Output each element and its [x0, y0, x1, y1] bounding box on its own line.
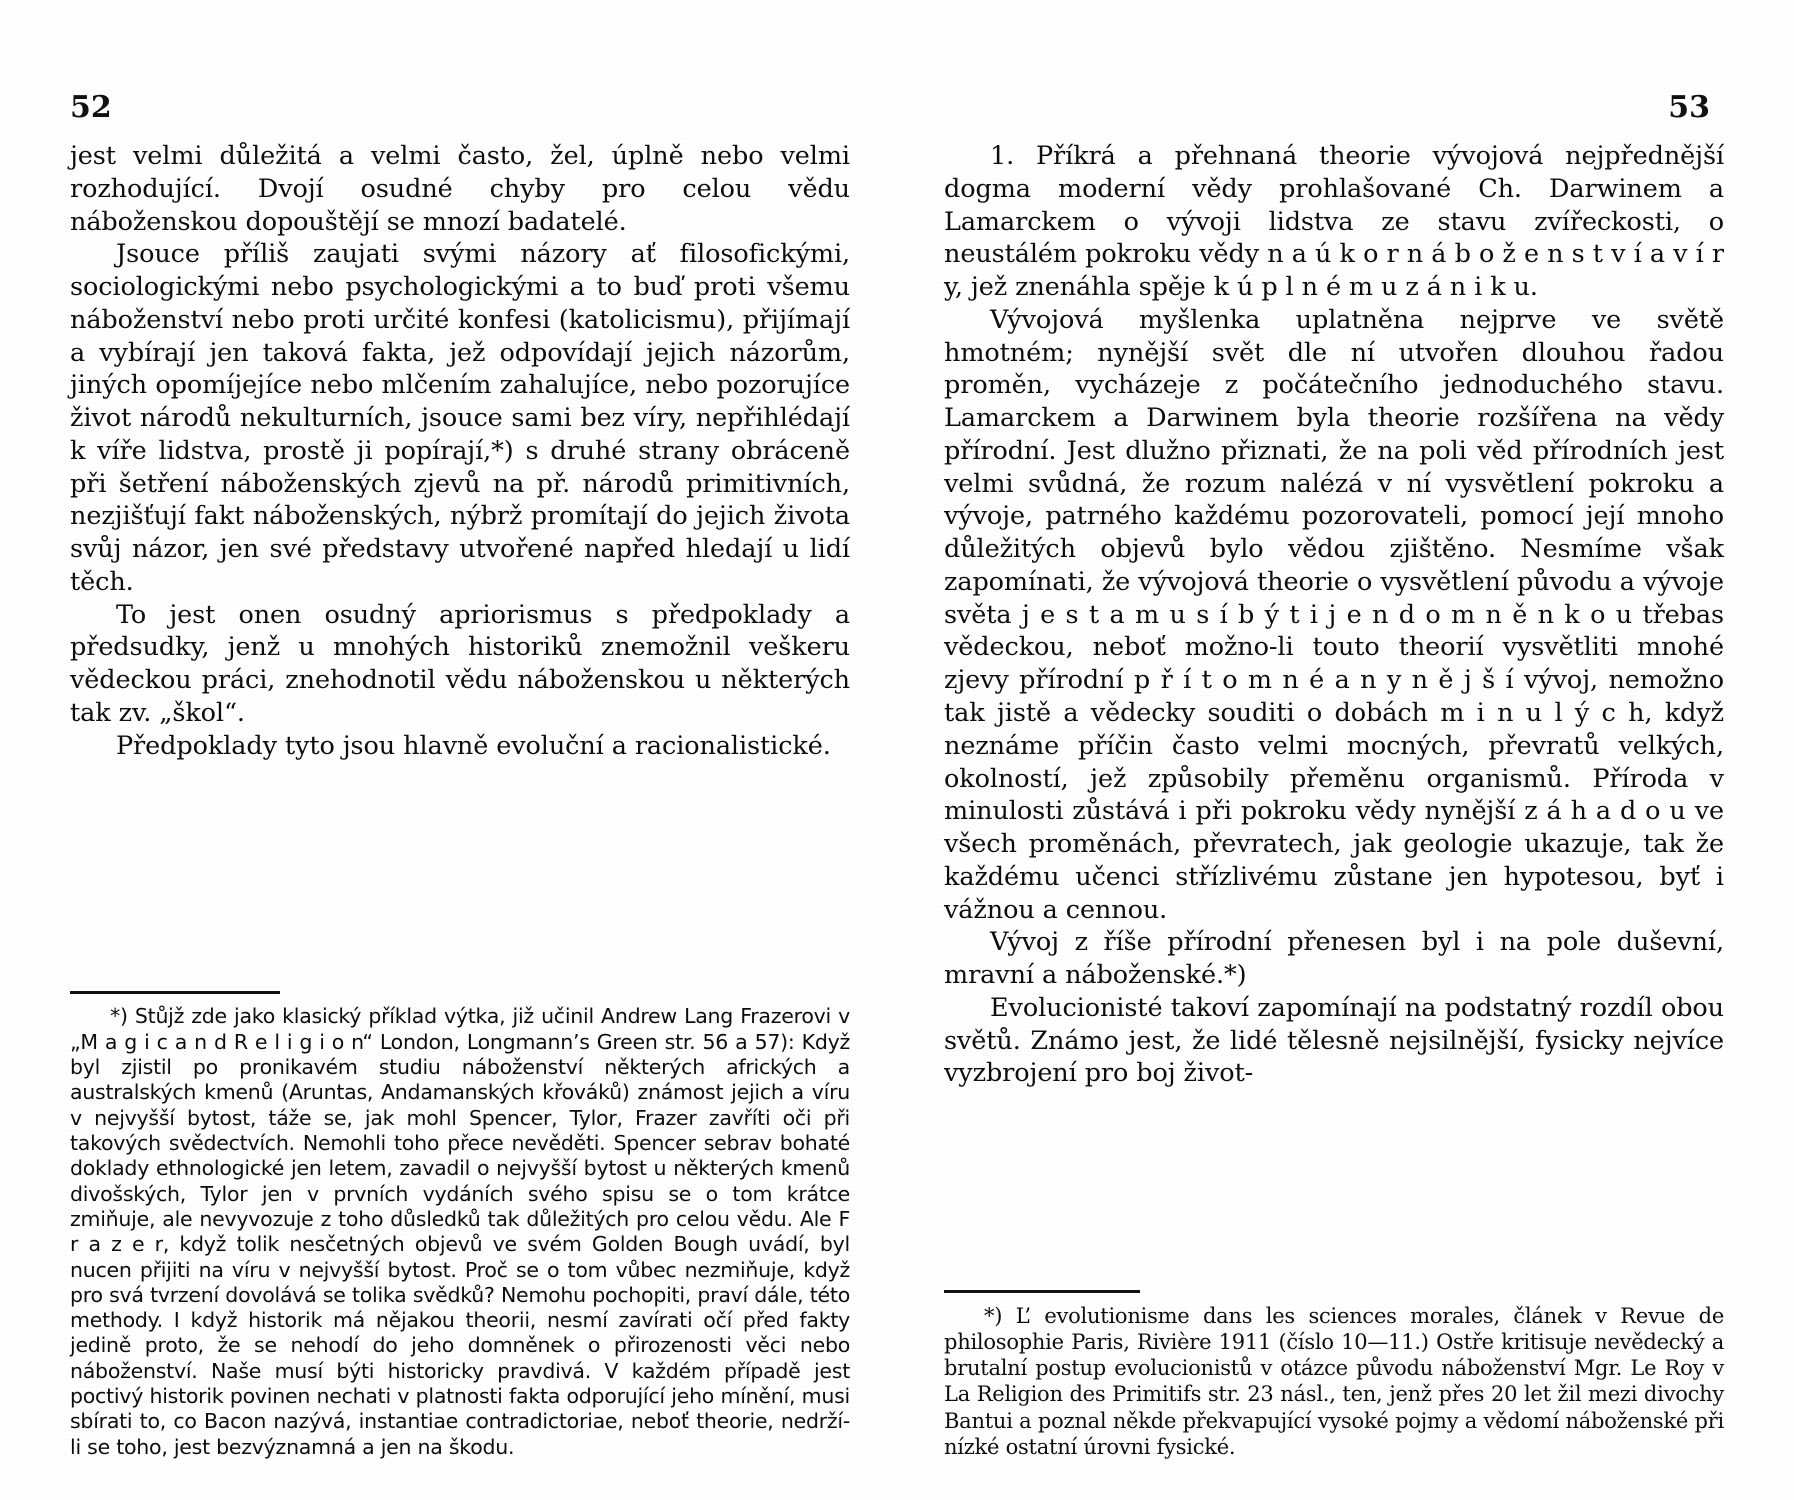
paragraph: jest velmi důležitá a velmi často, žel, úplně nebo velmi rozhodující. Dvojí osudné chyby pro celou vědu náboženskou dopouštějí se mnozí badatelé.	[70, 141, 850, 237]
left-page-column	[70, 140, 850, 1460]
paragraph: Vývojová myšlenka uplatněna nejprve ve světě hmotném; nynější svět dle ní utvořen dlouhou řadou proměn, vycházeje z počátečního jednoduchého stavu. Lamarckem a Darwinem byla theorie rozšířena na vědy přírodní. Jest dlužno přiznati, že na poli věd přírodních jest velmi svůdná, že rozum nalézá v ní vysvětlení pokroku a vývoje, patrného každému pozorovateli, pomocí její mnoho důležitých objevů bylo vědou zjištěno. Nesmíme však zapomínati, že vývojová theorie o vysvětlení původu a vývoje světa j e s t a m u s í b ý t i j e n d o m n ě n k o u třebas vědeckou, neboť možno-li touto theorií vysvětliti mnohé zjevy přírodní p ř í t o m n é a n y n ě j š í vývoj, nemožno tak jistě a vědecky souditi o dobách m i n u l ý c h, když neznáme příčin často velmi mocných, převratů velkých, okolností, jež způsobily přeměnu organismů. Příroda v minulosti zůstává i při pokroku vědy nynější z á h a d o u ve všech proměnách, převratech, jak geologie ukazuje, tak že každému učenci střízlivému zůstane jen hypotesou, byť i vážnou a cennou.	[944, 304, 1724, 925]
two-page-spread	[70, 140, 1724, 1460]
paragraph: Evolucionisté takoví zapomínají na podstatný rozdíl obou světů. Známo jest, že lidé tělesně nejsilnější, fysicky nejvíce vyzbrojení pro boj život-	[944, 992, 1724, 1089]
paragraph: Jsouce příliš zaujati svými názory ať filosofickými, sociologickými nebo psychologickými a to buď proti všemu náboženství nebo proti určité konfesi (katolicismu), přijímají a vybírají jen taková fakta, jež odpovídají jejich názorům, jiných opomíjejíce nebo mlčením zahalujíce, nebo pozorujíce život národů nekulturních, jsouce sami bez víry, nepřihlédají k víře lidstva, prostě ji popírají,*) s druhé strany obráceně při šetření náboženských zjevů na př. národů primitivních, nezjišťují fakt náboženských, nýbrž promítají do jejich života svůj názor, jen své představy utvořené napřed hledají u lidí těch.	[70, 239, 850, 597]
left-footnote-text	[70, 1004, 850, 1460]
right-page-column	[944, 140, 1724, 1460]
page-number-left: 52	[70, 90, 112, 125]
footnote-separator-rule	[944, 1290, 1140, 1293]
left-page-body	[70, 140, 850, 763]
paragraph: Předpoklady tyto jsou hlavně evoluční a racionalistické.	[116, 730, 831, 761]
right-footnote-text	[944, 1303, 1724, 1461]
left-footnote-block	[70, 977, 850, 1460]
footnote-paragraph: *) Stůjž zde jako klasický příklad výtka, již učinil Andrew Lang Frazerovi v „M a g i c a n d R e l i g i o n“ London, Longmann’s Green str. 56 a 57): Když byl zjistil po pronikavém studiu náboženství některých afrických a australských kmenů (Aruntas, Andamanských křováků) známost jejich a víru v nejvyšší bytost, táže se, jak mohl Spencer, Tylor, Frazer zavříti oči při takových svědectvích. Nemohli toho přece nevěděti. Spencer sebrav bohaté doklady ethnologické jen letem, zavadil o nejvyšší bytost u některých kmenů divošských, Tylor jen v prvních vydáních svého spisu se o tom krátce zmiňuje, ale nevyvozuje z toho důsledků tak důležitých pro celou vědu. Ale F r a z e r, když tolik nesčetných objevů ve svém Golden Bough uvádí, byl nucen přijiti na víru v nejvyšší bytost. Proč se o tom vůbec nezmiňuje, když pro svá tvrzení dovolává se tolika svědků? Nemohu pochopiti, praví dále, této methody. I když historik má nějakou theorii, nesmí zavírati očí před fakty jedině proto, že se nehodí do jeho domněnek o přirozenosti věci nebo náboženství. Naše musí býti historicky pravdivá. V každém případě jest poctivý historik povinen nechati v platnosti fakta odporující jeho mínění, musi sbírati to, co Bacon nazývá, instantiae contradictoriae, neboť theorie, nedrží-li se toho, jest bezvýznamná a jen na škodu.	[70, 1004, 850, 1459]
page-number-right: 53	[1668, 90, 1710, 125]
footnote-separator-rule	[70, 991, 280, 994]
paragraph: 1. Příkrá a přehnaná theorie vývojová nejpřednější dogma moderní vědy prohlašované Ch. Darwinem a Lamarckem o vývoji lidstva ze stavu zvířeckosti, o neustálém pokroku vědy n a ú k o r n á b o ž e n s t v í a v í r y, jež znenáhla spěje k ú p l n é m u z á n i k u.	[944, 141, 1724, 303]
right-page-body	[944, 140, 1724, 1090]
right-footnote-block	[944, 1276, 1724, 1461]
folio-row	[70, 80, 1724, 130]
paragraph: To jest onen osudný apriorismus s předpoklady a předsudky, jenž u mnohých historiků znemožnil veškeru vědeckou práci, znehodnotil vědu náboženskou u některých tak zv. „škol“.	[70, 599, 850, 729]
paragraph: Vývoj z říše přírodní přenesen byl i na pole duševní, mravní a náboženské.*)	[944, 927, 1724, 991]
footnote-paragraph: *) L’ evolutionisme dans les sciences morales, článek v Revue de philosophie Paris, Rivière 1911 (číslo 10—11.) Ostře kritisuje nevědecký a brutalní postup evolucionistů v otázce původu náboženství Mgr. Le Roy v La Religion des Primitifs str. 23 násl., ten, jenž přes 20 let žil mezi divochy Bantui a poznal někde překvapující vysoké pojmy a vědomí náboženské při nízké ostatní úrovni fysické.	[944, 1303, 1724, 1459]
